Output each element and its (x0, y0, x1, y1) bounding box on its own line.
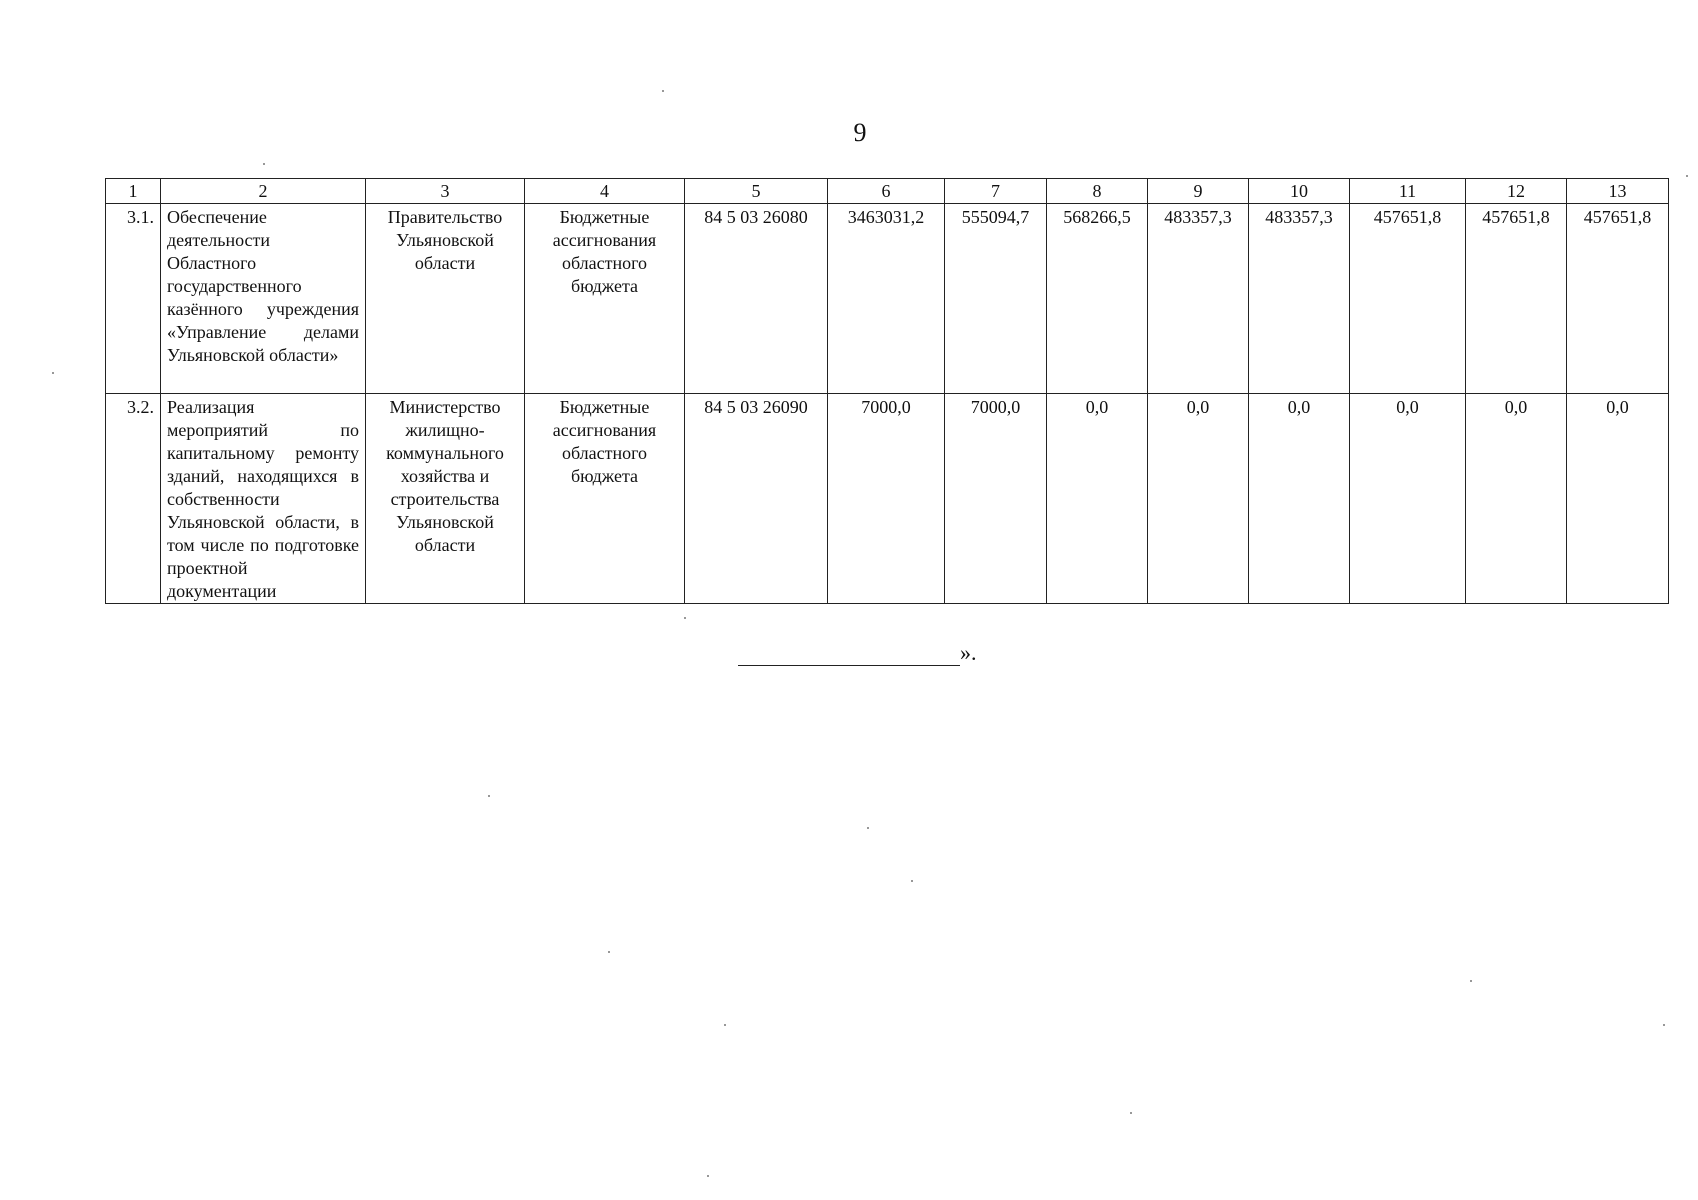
scan-speck (707, 1175, 709, 1177)
value-cell: 7000,0 (945, 394, 1047, 604)
value-cell: 3463031,2 (828, 204, 945, 394)
column-header: 1 (106, 179, 161, 204)
column-header: 13 (1567, 179, 1669, 204)
budget-code: 84 5 03 26090 (685, 394, 828, 604)
activity-name: Обеспечение деятельности Областного государственного казённого учреждения «Управление делами Ульяновской области» (161, 204, 366, 394)
budget-code: 84 5 03 26080 (685, 204, 828, 394)
value-cell: 7000,0 (828, 394, 945, 604)
funding-source: Бюджетные ассигнования областного бюджета (525, 394, 685, 604)
scan-speck (263, 163, 265, 165)
budget-table (105, 178, 1669, 604)
value-cell: 457651,8 (1350, 204, 1466, 394)
row-number: 3.2. (106, 394, 161, 604)
row-number: 3.1. (106, 204, 161, 394)
value-cell: 483357,3 (1148, 204, 1249, 394)
column-header: 9 (1148, 179, 1249, 204)
column-header: 12 (1466, 179, 1567, 204)
value-cell: 457651,8 (1567, 204, 1669, 394)
table-row (106, 204, 1669, 394)
value-cell: 0,0 (1148, 394, 1249, 604)
scan-speck (911, 880, 913, 882)
scan-speck (684, 617, 686, 619)
scan-speck (1130, 1112, 1132, 1114)
scan-speck (1470, 980, 1472, 982)
executor: Министерство жилищно-коммунального хозяйства и строительства Ульяновской области (366, 394, 525, 604)
scan-speck (1663, 1024, 1665, 1026)
scan-speck (52, 372, 54, 374)
value-cell: 555094,7 (945, 204, 1047, 394)
value-cell: 0,0 (1350, 394, 1466, 604)
scan-speck (724, 1024, 726, 1026)
column-header: 11 (1350, 179, 1466, 204)
column-header: 5 (685, 179, 828, 204)
scan-speck (1686, 175, 1688, 177)
column-header: 7 (945, 179, 1047, 204)
page-number: 9 (853, 118, 867, 147)
value-cell: 0,0 (1466, 394, 1567, 604)
value-cell: 568266,5 (1047, 204, 1148, 394)
column-header: 10 (1249, 179, 1350, 204)
value-cell: 0,0 (1249, 394, 1350, 604)
column-header: 6 (828, 179, 945, 204)
value-cell: 0,0 (1047, 394, 1148, 604)
executor: Правительство Ульяновской области (366, 204, 525, 394)
closing-line (738, 640, 977, 666)
column-header: 3 (366, 179, 525, 204)
scan-speck (867, 827, 869, 829)
column-header: 8 (1047, 179, 1148, 204)
scan-speck (662, 90, 664, 92)
column-header: 4 (525, 179, 685, 204)
scan-speck (488, 795, 490, 797)
funding-source: Бюджетные ассигнования областного бюджета (525, 204, 685, 394)
table-row (106, 394, 1669, 604)
closing-quote: ». (960, 640, 977, 665)
value-cell: 457651,8 (1466, 204, 1567, 394)
column-header: 2 (161, 179, 366, 204)
value-cell: 483357,3 (1249, 204, 1350, 394)
signature-line (738, 643, 960, 666)
activity-name: Реализация мероприятий по капитальному ремонту зданий, находящихся в собственности Ульяновской области, в том числе по подготовке проектной документации (161, 394, 366, 604)
scan-speck (608, 951, 610, 953)
value-cell: 0,0 (1567, 394, 1669, 604)
header-row (106, 179, 1669, 204)
